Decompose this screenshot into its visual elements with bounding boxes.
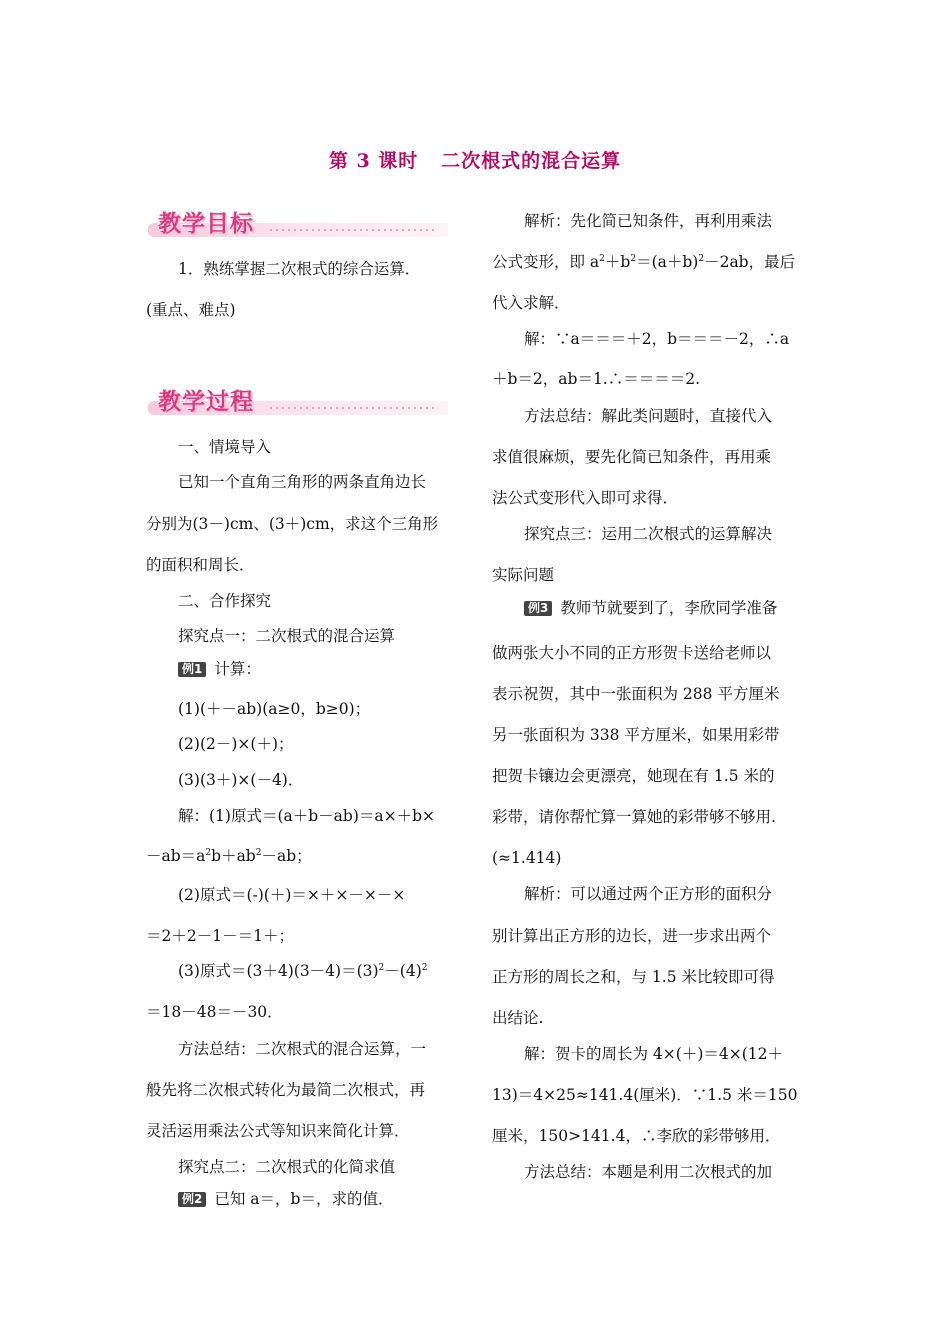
banner-dots <box>268 229 438 231</box>
goal-line: 1．熟练掌握二次根式的综合运算． <box>178 260 421 278</box>
text-part: －ab＝a <box>146 847 206 865</box>
page-title: 第 3 课时 二次根式的混合运算 <box>328 150 622 172</box>
summary-line: 求值很麻烦，要先化简已知条件，再用乘 <box>492 448 772 466</box>
superscript: 2 <box>378 963 385 973</box>
text-part: (3)原式＝(3＋4)(3－4)＝(3) <box>178 962 379 980</box>
text-part: －(4) <box>384 962 422 980</box>
solution-line: ＝2＋2－1－＝1＋； <box>146 927 294 945</box>
superscript: 2 <box>630 254 637 264</box>
solution-line: 厘米，150>141.4，∴李欣的彩带够用． <box>492 1127 781 1145</box>
analysis-line: 出结论. <box>492 1009 544 1027</box>
analysis-line: 解析：先化简已知条件，再利用乘法 <box>524 212 773 230</box>
subsection-heading: 探究点一：二次根式的混合运算 <box>178 627 396 645</box>
summary-line: 方法总结：解此类问题时，直接代入 <box>524 407 773 425</box>
solution-line: 解：贺卡的周长为 4×(＋)＝4×(12＋ <box>524 1045 783 1063</box>
example-text: 教师节就要到了，李欣同学准备 <box>560 599 778 617</box>
section-banner-process <box>148 381 448 417</box>
problem-line: (1)(＋－ab)(a≥0，b≥0)； <box>178 700 371 718</box>
goal-line: (重点、难点) <box>146 301 236 319</box>
problem-line: (2)(2－)×(＋)； <box>178 735 294 753</box>
example-2 <box>146 1189 466 1209</box>
example-badge: 例3 <box>524 601 552 616</box>
example-line: 彩带，请你帮忙算一算她的彩带够不够用. <box>492 808 776 826</box>
subsection-heading: 实际问题 <box>492 566 555 584</box>
example-3 <box>492 598 812 618</box>
analysis-line: 代入求解． <box>492 294 570 312</box>
solution-line: ＋b＝2，ab＝1.∴＝＝＝＝2. <box>492 370 701 388</box>
text-part: ＝(a＋b) <box>636 253 699 271</box>
summary-line: 般先将二次根式转化为最简二次根式，再 <box>146 1081 426 1099</box>
solution-line <box>146 846 466 866</box>
banner-title: 教学目标 <box>158 211 254 237</box>
example-line: 做两张大小不同的正方形贺卡送给老师以 <box>492 644 772 662</box>
banner-dots <box>268 407 438 409</box>
example-badge: 例1 <box>178 662 206 677</box>
solution-line: 解：(1)原式＝(a＋b－ab)＝a×＋b× <box>178 807 436 825</box>
example-badge: 例2 <box>178 1192 206 1207</box>
analysis-line: 解析：可以通过两个正方形的面积分 <box>524 885 773 903</box>
example-text: 已知 a＝，b＝，求的值． <box>214 1190 394 1208</box>
superscript: 2 <box>255 848 262 858</box>
example-line: 把贺卡镶边会更漂亮，她现在有 1.5 米的 <box>492 767 775 785</box>
example-1 <box>146 659 466 679</box>
text-part: b＋ab <box>211 847 256 865</box>
solution-line: 解：∵a＝＝＝＋2，b＝＝＝－2，∴a <box>524 330 790 348</box>
analysis-line: 正方形的周长之和，与 1.5 米比较即可得 <box>492 968 775 986</box>
superscript: 2 <box>421 963 428 973</box>
summary-line: 灵活运用乘法公式等知识来简化计算． <box>146 1122 410 1140</box>
section-banner-goals <box>148 203 448 239</box>
summary-line: 法公式变形代入即可求得． <box>492 489 679 507</box>
superscript: 2 <box>205 848 212 858</box>
summary-line: 方法总结：二次根式的混合运算，一 <box>178 1040 427 1058</box>
paragraph-line: 已知一个直角三角形的两条直角边长 <box>178 473 427 491</box>
summary-line: 方法总结：本题是利用二次根式的加 <box>524 1163 773 1181</box>
example-text: 计算： <box>214 660 261 678</box>
subsection-heading: 探究点三：运用二次根式的运算解决 <box>524 525 773 543</box>
example-line: 另一张面积为 338 平方厘米，如果用彩带 <box>492 726 780 744</box>
example-line: 表示祝贺，其中一张面积为 288 平方厘米 <box>492 685 780 703</box>
example-line: (≈1.414) <box>492 849 562 867</box>
banner-title: 教学过程 <box>158 389 254 415</box>
superscript: 2 <box>599 254 605 264</box>
analysis-line: 别计算出正方形的边长，进一步求出两个 <box>492 927 772 945</box>
superscript: 2 <box>698 254 705 264</box>
paragraph-line: 分别为(3－)cm、(3＋)cm，求这个三角形 <box>146 515 439 533</box>
solution-line: 13)＝4×25≈141.4(厘米)．∵1.5 米＝150 <box>492 1086 798 1104</box>
text-part: ＋b <box>604 253 631 271</box>
solution-line: ＝18－48＝－30． <box>146 1003 283 1021</box>
subsection-heading: 探究点二：二次根式的化简求值 <box>178 1158 396 1176</box>
problem-line: (3)(3＋)×(－4)． <box>178 771 304 789</box>
text-part: －ab； <box>261 847 312 865</box>
paragraph-line: 的面积和周长． <box>146 556 255 574</box>
analysis-line <box>492 252 812 272</box>
solution-line <box>146 961 466 981</box>
text-part: －2ab，最后 <box>704 253 796 271</box>
text-part: 公式变形，即 a <box>492 253 600 271</box>
section-heading: 二、合作探究 <box>178 592 272 610</box>
section-heading: 一、情境导入 <box>178 438 272 456</box>
solution-line: (2)原式＝(-)(＋)＝×＋×－×－× <box>178 886 406 904</box>
